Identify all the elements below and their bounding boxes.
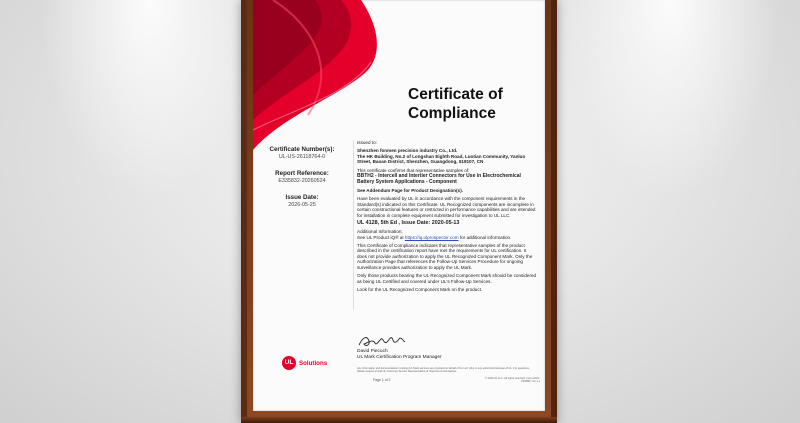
red-swirl-graphic [253,0,383,150]
certificate-details-column [261,146,343,209]
report-reference-label: Report Reference: [275,170,329,177]
additional-info [357,229,537,240]
certificate-number-label: Certificate Number(s): [269,146,335,153]
product-iq-link[interactable]: https://iq.ulprospector.com [404,234,459,240]
signer-name: David Piecuch [357,349,388,354]
title-line-2: Compliance [408,105,496,122]
product-designation: BBTH2 - Intercell and Intertier Connectors for Use in Electrochemical Battery System Applications - Component [357,173,521,186]
additional-info-pre: See UL Product iQ® at [357,234,404,240]
report-reference: E335832-20260524 [278,178,326,184]
certificate-number: UL-US-26118764-0 [278,154,326,160]
title-line-1: Certificate of [408,86,503,103]
company-address: The HK Building, No.2 of Longshan Eighth Road, Luotian Community, Yanluo Street, Baoan District, Shenzhen, Guangdong, 518107, CN [357,153,526,165]
evaluated-text: Have been evaluated by UL in accordance with the component requirements in the Standard(s) indicated on this Certificate. UL Recognized components are incomplete in certain constructional features or restricted in performance capabilities and are intended for installation in complete equipment submitted for investigation to UL LLC. [357,195,536,218]
wall-light-right [560,0,780,200]
only-products-text: Only those products bearing the UL Recognized Component Mark should be considered as being UL Certified and covered under UL's Follow-Up Services. [357,273,537,284]
column-divider [353,140,354,310]
ul-logo-icon: UL [282,356,296,370]
confirms-text: This certificate confirms that representative samples of: [357,167,470,173]
certificate-title [408,85,538,123]
ul-solutions-brand: Solutions [299,360,328,367]
footer-note: Any information and documentation involving UL Mark services are provided on behalf of UL LLC (UL) or any authorized licensee of UL. For questions, please contact a local UL Customer Service Representative at https://ul.com/contactus [357,367,530,374]
wall-light-left [40,0,260,200]
standard-reference: UL 4128, 5th Ed , Issue Date: 2020-05-13 [357,220,460,227]
additional-info-label: Additional Information: [357,228,403,234]
additional-info-post: for additional information. [459,234,512,240]
signer-title: UL Mark Certification Program Manager [357,354,442,360]
certificate-paper [253,0,545,411]
footer-copyright: © 2026 UL LLC. All rights reserved. Form-ULID-003588 / ver 1.1 [485,377,541,384]
company-name: Shenzhen fonmen precision industry Co., Ltd. [357,148,458,154]
certificate-body [357,140,537,295]
signature-image [357,333,417,349]
issue-date: 2026-05-25 [288,202,316,208]
look-for-text: Look for the UL Recognized Component Mark on the product. [357,287,483,293]
signature-block [357,333,507,360]
picture-frame [241,0,557,423]
frame-bottom-rail [241,417,557,423]
addendum-note: See Addendum Page for Product Designation(s). [357,187,464,193]
issue-date-label: Issue Date: [285,194,319,201]
page-number: Page 1 of 2 [373,378,391,382]
coc-text: This Certificate of Compliance indicates that representative samples of the product described in the certification report have met the requirements for UL certification. It does not provide authorization to apply the UL Recognized Component Mark. Only the Authorization Page that references the Follow-Up Services Procedure for ongoing surveillance provides authorization to apply the UL Mark. [357,242,533,271]
issued-to-label: Issued to: [357,140,377,145]
